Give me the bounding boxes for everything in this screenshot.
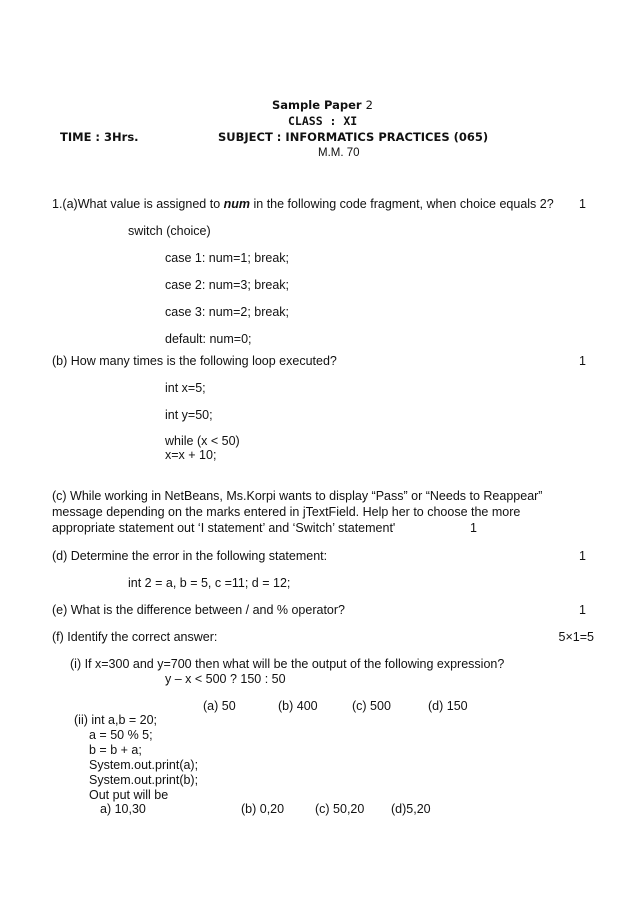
code-line: while (x < 50) [165, 434, 240, 448]
question-1c-line: (c) While working in NetBeans, Ms.Korpi wants to display “Pass” or “Needs to Reappear” [52, 489, 543, 503]
question-1e: (e) What is the difference between / and % operator? [52, 603, 345, 617]
code-line: Out put will be [89, 788, 169, 802]
question-1f-i: (i) If x=300 and y=700 then what will be the output of the following expression? [70, 657, 505, 671]
option: (c) 500 [352, 699, 391, 713]
question-1a-emphasis: num [223, 197, 251, 211]
code-line: int y=50; [165, 408, 213, 422]
max-marks: M.M. 70 [318, 147, 360, 159]
question-1a [52, 197, 554, 212]
paper-title-word: Sample Paper [272, 98, 362, 112]
time-label: TIME : 3Hrs. [60, 130, 139, 144]
option: (c) 50,20 [315, 802, 365, 816]
code-line: x=x + 10; [165, 448, 217, 462]
code-line: case 2: num=3; break; [165, 278, 290, 292]
question-1c-line: appropriate statement out ‘I statement’ and ‘Switch’ statement' [52, 521, 396, 535]
question-1f-ii: (ii) int a,b = 20; [74, 713, 158, 727]
code-line: System.out.print(b); [89, 773, 199, 787]
code-line: case 3: num=2; break; [165, 305, 290, 319]
question-1e-marks: 1 [579, 603, 586, 617]
option: a) 10,30 [100, 802, 146, 816]
option: (b) 0,20 [241, 802, 285, 816]
option: (d) 150 [428, 699, 468, 713]
class-label: CLASS : XI [288, 114, 358, 128]
question-1b: (b) How many times is the following loop executed? [52, 354, 337, 368]
question-1f-marks: 5×1=5 [558, 630, 594, 644]
code-line: System.out.print(a); [89, 758, 199, 772]
question-1d-marks: 1 [579, 549, 586, 563]
question-1a-marks: 1 [579, 197, 586, 211]
paper-number: 2 [365, 98, 373, 112]
question-1d: (d) Determine the error in the following statement: [52, 549, 328, 563]
option: (d)5,20 [391, 802, 431, 816]
question-1b-marks: 1 [579, 354, 586, 368]
question-1c-line: message depending on the marks entered in jTextField. Help her to choose the more [52, 505, 521, 519]
code-line: case 1: num=1; break; [165, 251, 290, 265]
expression: y – x < 500 ? 150 : 50 [165, 672, 286, 686]
option: (b) 400 [278, 699, 318, 713]
subject-label: SUBJECT : INFORMATICS PRACTICES (065) [218, 130, 489, 144]
code-line: int x=5; [165, 381, 206, 395]
code-line: default: num=0; [165, 332, 252, 346]
question-1f: (f) Identify the correct answer: [52, 630, 218, 644]
question-1c-marks: 1 [470, 521, 477, 535]
code-line: switch (choice) [128, 224, 211, 238]
option: (a) 50 [203, 699, 236, 713]
code-line: int 2 = a, b = 5, c =11; d = 12; [128, 576, 291, 590]
code-line: b = b + a; [89, 743, 142, 757]
code-line: a = 50 % 5; [89, 728, 153, 742]
question-1a-text: 1.(a)What value is assigned to [52, 197, 224, 211]
paper-title [272, 98, 373, 113]
question-1a-text-end: in the following code fragment, when choice equals 2? [250, 197, 554, 211]
